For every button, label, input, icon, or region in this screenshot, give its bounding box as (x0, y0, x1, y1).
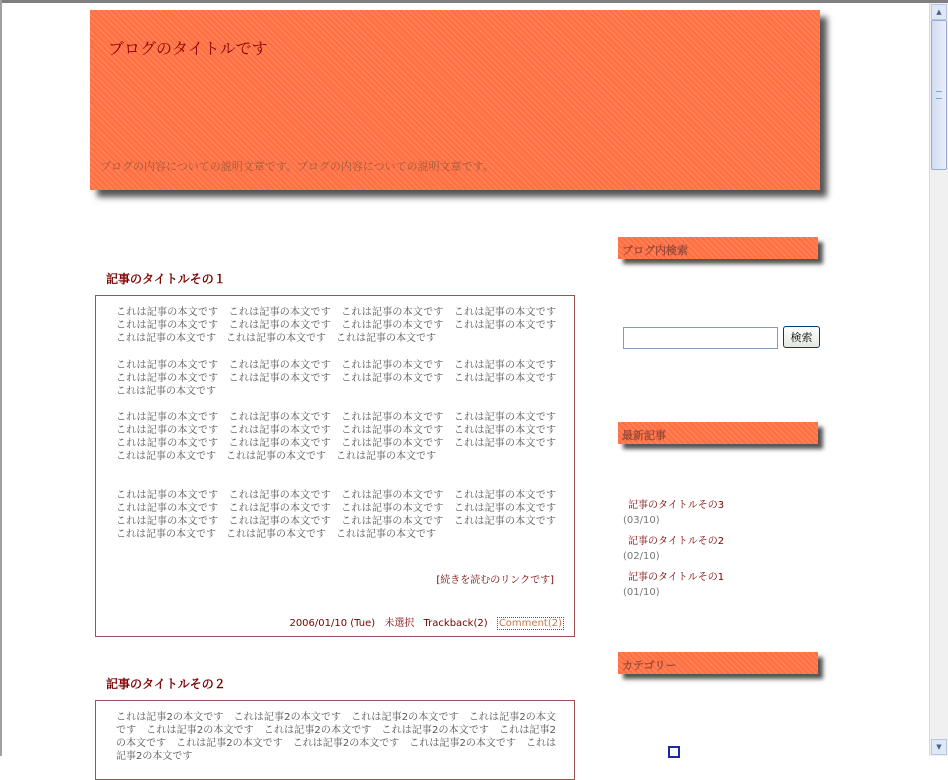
vertical-scrollbar[interactable] (929, 3, 948, 756)
read-more-link[interactable]: [続きを読むのリンクです] (436, 575, 554, 586)
search-input[interactable] (623, 327, 778, 349)
post-body-1 (95, 295, 575, 637)
search-button[interactable]: 検索 (783, 326, 820, 348)
scroll-down-arrow-icon[interactable]: ▼ (931, 739, 947, 755)
post-title-1[interactable]: 記事のタイトルその１ (106, 272, 226, 286)
post-meta (283, 614, 564, 629)
blog-title[interactable]: ブログのタイトルです (108, 39, 268, 58)
post-paragraph: これは記事の本文です これは記事の本文です これは記事の本文です これは記事の本文です これは記事の本文です これは記事の本文です これは記事の本文です これは記事の本文です これは記事の本文です これは記事の本文です これは記事の本文です これは記事の本文です これは記事の本文です これは記事の本文です これは記事の本文です (116, 490, 566, 540)
post-paragraph: これは記事の本文です これは記事の本文です これは記事の本文です これは記事の本文です これは記事の本文です これは記事の本文です これは記事の本文です これは記事の本文です これは記事の本文です (116, 360, 566, 397)
category-heading (618, 652, 818, 674)
scroll-thumb[interactable] (931, 20, 947, 170)
recent-heading (618, 422, 818, 444)
recent-post-date: (01/10) (623, 587, 660, 598)
search-heading-label: ブログ内検索 (622, 244, 688, 257)
category-heading-label: カテゴリー (622, 659, 677, 672)
window-frame-left (0, 0, 2, 756)
scroll-up-arrow-icon[interactable]: ▲ (931, 4, 947, 20)
recent-post-link[interactable]: 記事のタイトルその2 (628, 536, 725, 547)
post-title-2[interactable]: 記事のタイトルその２ (106, 677, 226, 691)
window-frame-top (0, 0, 948, 3)
post-paragraph: これは記事の本文です これは記事の本文です これは記事の本文です これは記事の本文です これは記事の本文です これは記事の本文です これは記事の本文です これは記事の本文です これは記事の本文です これは記事の本文です これは記事の本文です これは記事の本文です これは記事の本文です これは記事の本文です これは記事の本文です (116, 412, 566, 462)
post-paragraph: これは記事の本文です これは記事の本文です これは記事の本文です これは記事の本文です これは記事の本文です これは記事の本文です これは記事の本文です これは記事の本文です これは記事の本文です これは記事の本文です これは記事の本文です (116, 307, 566, 344)
recent-post-link[interactable]: 記事のタイトルその1 (628, 572, 725, 583)
category-square-icon (668, 746, 680, 758)
blog-description: ブログの内容についての説明文章です。ブログの内容についての説明文章です。 (100, 160, 494, 173)
trackback-link[interactable]: Trackback(2) (423, 618, 488, 629)
search-heading (618, 237, 818, 259)
post-body-2 (95, 700, 575, 780)
recent-post-date: (02/10) (623, 551, 660, 562)
recent-post-link[interactable]: 記事のタイトルその3 (628, 500, 725, 511)
post-category-link[interactable]: 未選択 (384, 618, 415, 629)
post-paragraph: これは記事2の本文です これは記事2の本文です これは記事2の本文です これは記事2の本文です これは記事2の本文です これは記事2の本文です これは記事2の本文です これは記事2の本文です これは記事2の本文です これは記事2の本文です これは記事2の本文です これは記事2の本文です (116, 712, 556, 762)
recent-heading-label: 最新記事 (622, 429, 666, 442)
recent-post-date: (03/10) (623, 515, 660, 526)
blog-header (90, 10, 820, 190)
comment-link[interactable]: Comment(2) (498, 618, 562, 629)
scroll-grip-icon (936, 91, 942, 99)
post-date: 2006/01/10 (Tue) (289, 618, 376, 629)
